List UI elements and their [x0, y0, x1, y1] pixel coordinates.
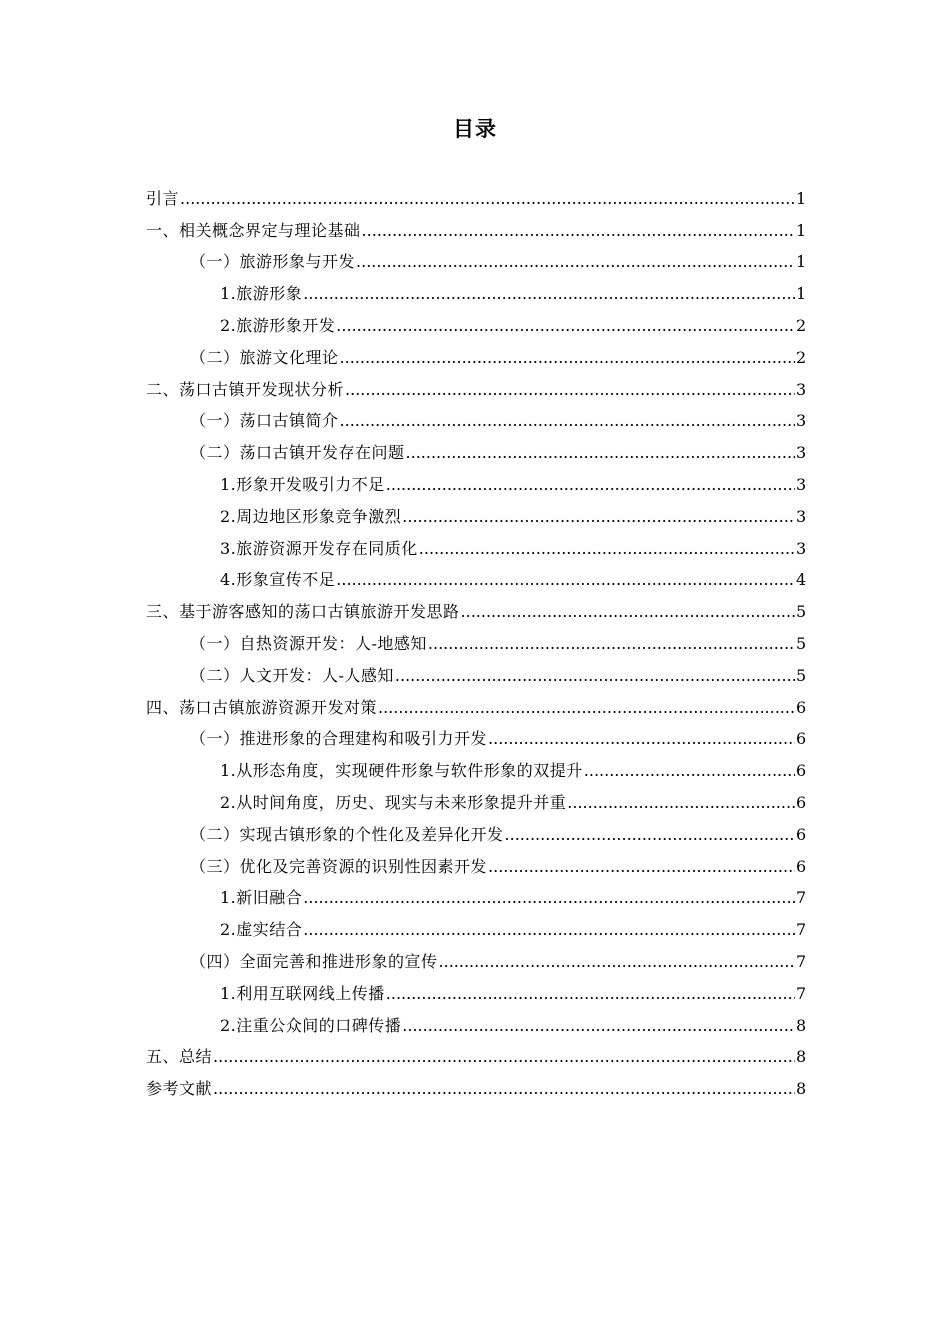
toc-page-number: 3 [796, 538, 807, 558]
toc-dot-leader [213, 1046, 795, 1068]
toc-entry-text: 1.旅游形象 [220, 284, 303, 304]
toc-page-number: 5 [796, 633, 807, 653]
toc-page-number: 6 [796, 856, 807, 876]
toc-page-number: 5 [796, 602, 807, 622]
toc-dot-leader [336, 569, 795, 591]
toc-title: 目录 [453, 117, 497, 141]
toc-page-number: 7 [796, 951, 807, 971]
toc-entry[interactable] [146, 1068, 806, 1100]
toc-dot-leader [362, 220, 795, 242]
toc-dot-leader [386, 983, 795, 1005]
toc-page-number: 6 [796, 697, 807, 717]
toc-page-number: 1 [796, 284, 807, 304]
toc-dot-leader [402, 1015, 795, 1037]
toc-page-number: 3 [796, 506, 807, 526]
toc-dot-leader [303, 919, 795, 941]
toc-dot-leader [213, 1078, 795, 1100]
toc-dot-leader [356, 251, 795, 273]
toc-entry[interactable] [146, 750, 806, 782]
toc-entry-text: 1.形象开发吸引力不足 [220, 474, 385, 494]
toc-entry[interactable] [146, 210, 806, 242]
toc-page-number: 1 [796, 220, 807, 240]
toc-list [146, 178, 806, 1100]
toc-entry-text: 1.利用互联网线上传播 [220, 983, 385, 1003]
toc-dot-leader [345, 379, 795, 401]
toc-entry-text: （一）推进形象的合理建构和吸引力开发 [190, 729, 488, 749]
toc-entry[interactable] [146, 464, 806, 496]
toc-entry-text: 4.形象宣传不足 [220, 570, 336, 590]
toc-page-number: 3 [796, 411, 807, 431]
toc-entry[interactable] [146, 782, 806, 814]
toc-page-number: 8 [796, 1047, 807, 1067]
toc-page-number: 3 [796, 379, 807, 399]
toc-entry-text: （一）荡口古镇简介 [190, 411, 339, 431]
toc-entry-text: （二）人文开发：人-人感知 [190, 665, 394, 685]
toc-entry[interactable] [146, 973, 806, 1005]
toc-dot-leader [180, 188, 795, 210]
toc-dot-leader [439, 951, 795, 973]
toc-dot-leader [461, 601, 795, 623]
toc-page-number: 7 [796, 983, 807, 1003]
toc-page-number: 4 [796, 570, 807, 590]
toc-entry-text: 1.从形态角度，实现硬件形象与软件形象的双提升 [220, 761, 583, 781]
toc-entry[interactable] [146, 941, 806, 973]
toc-dot-leader [340, 410, 795, 432]
toc-entry-text: 参考文献 [146, 1079, 213, 1099]
toc-entry[interactable] [146, 401, 806, 433]
toc-dot-leader [340, 347, 795, 369]
toc-entry-text: （二）实现古镇形象的个性化及差异化开发 [190, 824, 504, 844]
toc-page-number: 7 [796, 920, 807, 940]
toc-dot-leader [303, 283, 795, 305]
toc-page-number: 8 [796, 1015, 807, 1035]
toc-page-number: 2 [796, 315, 807, 335]
toc-entry[interactable] [146, 878, 806, 910]
toc-page-number: 6 [796, 792, 807, 812]
toc-entry[interactable] [146, 655, 806, 687]
toc-entry-text: （二）旅游文化理论 [190, 347, 339, 367]
toc-entry-text: 2.虚实结合 [220, 920, 303, 940]
toc-entry[interactable] [146, 1037, 806, 1069]
toc-entry-text: 四、荡口古镇旅游资源开发对策 [146, 697, 378, 717]
toc-entry[interactable] [146, 369, 806, 401]
toc-page-number: 8 [796, 1079, 807, 1099]
toc-dot-leader [488, 856, 795, 878]
toc-entry-text: （四）全面完善和推进形象的宣传 [190, 951, 438, 971]
toc-entry[interactable] [146, 242, 806, 274]
toc-entry[interactable] [146, 305, 806, 337]
toc-entry[interactable] [146, 178, 806, 210]
toc-entry-text: 2.从时间角度，历史、现实与未来形象提升并重 [220, 792, 567, 812]
toc-dot-leader [419, 538, 795, 560]
toc-page-number: 7 [796, 888, 807, 908]
toc-entry[interactable] [146, 687, 806, 719]
toc-dot-leader [488, 728, 795, 750]
toc-entry[interactable] [146, 1005, 806, 1037]
toc-page-number: 6 [796, 761, 807, 781]
toc-page-number: 3 [796, 474, 807, 494]
toc-dot-leader [584, 760, 795, 782]
toc-entry-text: 一、相关概念界定与理论基础 [146, 220, 361, 240]
toc-dot-leader [505, 824, 795, 846]
toc-entry-text: 二、荡口古镇开发现状分析 [146, 379, 345, 399]
toc-entry[interactable] [146, 432, 806, 464]
toc-entry[interactable] [146, 814, 806, 846]
toc-dot-leader [336, 315, 795, 337]
toc-entry-text: 3.旅游资源开发存在同质化 [220, 538, 418, 558]
toc-dot-leader [428, 633, 795, 655]
toc-page-number: 3 [796, 443, 807, 463]
toc-entry-text: （一）旅游形象与开发 [190, 252, 356, 272]
toc-entry-text: 引言 [146, 188, 180, 208]
toc-entry[interactable] [146, 337, 806, 369]
toc-dot-leader [386, 474, 795, 496]
toc-entry[interactable] [146, 560, 806, 592]
toc-page-number: 6 [796, 824, 807, 844]
toc-entry-text: （二）荡口古镇开发存在问题 [190, 443, 405, 463]
toc-entry[interactable] [146, 591, 806, 623]
toc-page-number: 2 [796, 347, 807, 367]
toc-entry[interactable] [146, 909, 806, 941]
toc-page-number: 1 [796, 188, 807, 208]
toc-entry-text: 五、总结 [146, 1047, 213, 1067]
toc-entry-text: 2.旅游形象开发 [220, 315, 336, 335]
toc-entry[interactable] [146, 623, 806, 655]
toc-dot-leader [567, 792, 795, 814]
toc-dot-leader [378, 697, 795, 719]
toc-entry-text: 2.周边地区形象竞争激烈 [220, 506, 402, 526]
toc-page-number: 5 [796, 665, 807, 685]
toc-dot-leader [402, 506, 795, 528]
toc-entry[interactable] [146, 273, 806, 305]
toc-page-number: 6 [796, 729, 807, 749]
toc-entry-text: 三、基于游客感知的荡口古镇旅游开发思路 [146, 602, 460, 622]
toc-page-number: 1 [796, 252, 807, 272]
toc-entry[interactable] [146, 496, 806, 528]
toc-dot-leader [406, 442, 795, 464]
toc-dot-leader [395, 665, 795, 687]
toc-entry-text: （三）优化及完善资源的识别性因素开发 [190, 856, 488, 876]
toc-entry[interactable] [146, 528, 806, 560]
toc-entry[interactable] [146, 846, 806, 878]
toc-dot-leader [303, 887, 795, 909]
toc-entry[interactable] [146, 719, 806, 751]
toc-entry-text: 1.新旧融合 [220, 888, 303, 908]
toc-entry-text: （一）自热资源开发：人-地感知 [190, 633, 427, 653]
toc-entry-text: 2.注重公众间的口碑传播 [220, 1015, 402, 1035]
